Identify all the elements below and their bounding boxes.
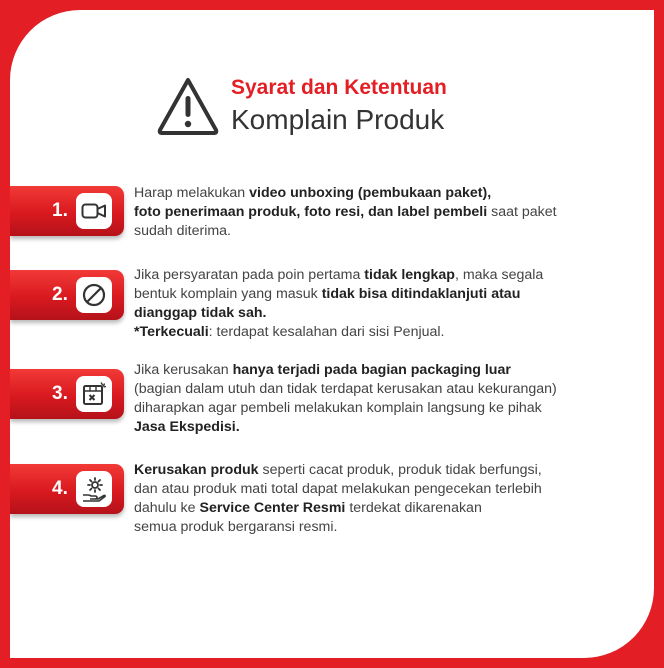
service-gear-hand-icon [80, 475, 108, 503]
rule-number: 4. [52, 478, 68, 499]
rule-item-1 [10, 180, 654, 270]
video-camera-icon [80, 197, 108, 225]
rule-tab [10, 464, 124, 514]
rule-number: 1. [52, 200, 68, 221]
page-title: Komplain Produk [231, 104, 445, 135]
rule-item-4 [10, 450, 654, 540]
rule-text: Kerusakan produk seperti cacat produk, produk tidak berfungsi, dan atau produk mati total dapat melakukan pengecekan terlebih dahulu ke Service Center Resmi terdekat dikarenakan semua produk bergaransi resmi. [134, 462, 542, 535]
rule-text: Harap melakukan video unboxing (pembukaan paket), foto penerimaan produk, foto resi, dan label pembeli saat paket sudah diterima. [134, 185, 557, 239]
rule-text: Jika persyaratan pada poin pertama tidak lengkap, maka segala bentuk komplain yang masuk tidak bisa ditindaklanjuti atau dianggap tidak sah. *Terkecuali: terdapat kesalahan dari sisi Penjual. [134, 267, 544, 340]
prohibited-icon [80, 281, 108, 309]
rule-item-2 [10, 260, 654, 350]
info-card [10, 10, 654, 658]
rule-text: Jika kerusakan hanya terjadi pada bagian packaging luar (bagian dalam utuh dan tidak terdapat kerusakan atau kekurangan) diharapkan agar pembeli melakukan komplain langsung ke pihak Jasa Ekspedisi. [134, 362, 557, 435]
header [156, 72, 576, 152]
rule-item-3 [10, 355, 654, 445]
rule-tab [10, 186, 124, 236]
rule-number: 2. [52, 284, 68, 305]
rule-tab [10, 270, 124, 320]
header-title-top: Syarat dan Ketentuan [231, 76, 447, 99]
rule-number: 3. [52, 383, 68, 404]
rule-tab [10, 369, 124, 419]
warning-triangle-icon [156, 76, 220, 136]
damaged-package-icon [80, 380, 108, 408]
